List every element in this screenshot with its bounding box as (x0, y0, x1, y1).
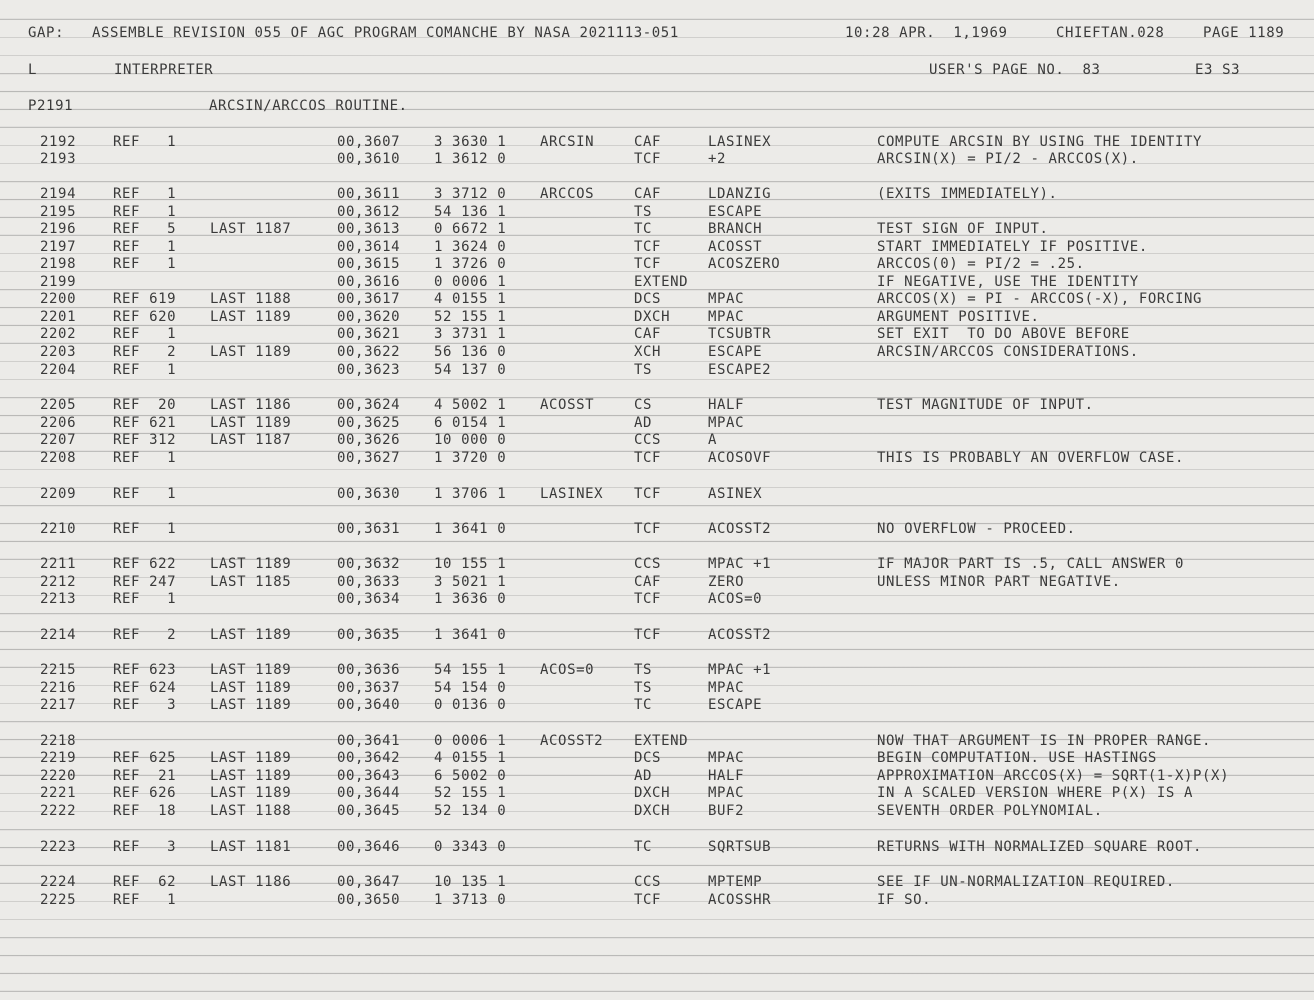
ref-count: REF 20 (113, 397, 177, 413)
comment: THIS IS PROBABLY AN OVERFLOW CASE. (877, 450, 1184, 466)
address: 00,3636 (337, 662, 401, 678)
ref-count: REF 1 (113, 591, 177, 607)
address: 00,3621 (337, 326, 401, 342)
address: 00,3615 (337, 256, 401, 272)
ref-count: REF 62 (113, 874, 177, 890)
last-ref: LAST 1189 (210, 344, 292, 360)
user-page-number: USER'S PAGE NO. 83 (929, 62, 1101, 78)
address: 00,3630 (337, 486, 401, 502)
opcode: AD (634, 768, 653, 784)
opcode: TCF (634, 151, 662, 167)
listing-row (0, 892, 1314, 910)
last-ref: LAST 1189 (210, 556, 292, 572)
last-ref: LAST 1189 (210, 697, 292, 713)
opcode: EXTEND (634, 274, 689, 290)
comment: IF MAJOR PART IS .5, CALL ANSWER 0 (877, 556, 1184, 572)
listing-row (0, 256, 1314, 274)
octal-code: 52 155 1 (434, 309, 507, 325)
address: 00,3642 (337, 750, 401, 766)
listing-row (0, 591, 1314, 609)
gap-label: GAP: (28, 25, 65, 41)
ref-count: REF 1 (113, 362, 177, 378)
last-ref: LAST 1189 (210, 662, 292, 678)
listing-row (0, 803, 1314, 821)
operand: ACOSZERO (708, 256, 781, 272)
ref-count: REF 625 (113, 750, 177, 766)
page-line-number: P2191 (28, 98, 74, 114)
comment: TEST SIGN OF INPUT. (877, 221, 1049, 237)
address: 00,3632 (337, 556, 401, 572)
last-ref: LAST 1181 (210, 839, 292, 855)
line-number: 2219 (40, 750, 77, 766)
address: 00,3650 (337, 892, 401, 908)
line-number: 2198 (40, 256, 77, 272)
operand: ZERO (708, 574, 745, 590)
opcode: CCS (634, 432, 662, 448)
line-number: 2222 (40, 803, 77, 819)
line-number: 2224 (40, 874, 77, 890)
ref-count: REF 1 (113, 486, 177, 502)
address: 00,3646 (337, 839, 401, 855)
ref-count: REF 312 (113, 432, 177, 448)
operand: ACOSST2 (708, 627, 772, 643)
address: 00,3616 (337, 274, 401, 290)
operand: MPAC (708, 309, 745, 325)
operand: SQRTSUB (708, 839, 772, 855)
address: 00,3644 (337, 785, 401, 801)
address: 00,3614 (337, 239, 401, 255)
operand: MPTEMP (708, 874, 763, 890)
label: ACOSST (540, 397, 595, 413)
comment: ARCSIN/ARCCOS CONSIDERATIONS. (877, 344, 1139, 360)
label: ARCSIN (540, 134, 595, 150)
line-number: 2205 (40, 397, 77, 413)
address: 00,3640 (337, 697, 401, 713)
opcode: TCF (634, 239, 662, 255)
listing-row (0, 450, 1314, 468)
opcode: DCS (634, 291, 662, 307)
listing-row (0, 750, 1314, 768)
ref-count: REF 1 (113, 186, 177, 202)
address: 00,3641 (337, 733, 401, 749)
comment: NO OVERFLOW - PROCEED. (877, 521, 1076, 537)
listing-row (0, 239, 1314, 257)
listing-row (0, 874, 1314, 892)
octal-code: 56 136 0 (434, 344, 507, 360)
operand: MPAC (708, 785, 745, 801)
operand: LDANZIG (708, 186, 772, 202)
listing-row (0, 785, 1314, 803)
octal-code: 3 3712 0 (434, 186, 507, 202)
octal-code: 0 3343 0 (434, 839, 507, 855)
line-number: 2199 (40, 274, 77, 290)
address: 00,3611 (337, 186, 401, 202)
comment: RETURNS WITH NORMALIZED SQUARE ROOT. (877, 839, 1203, 855)
address: 00,3637 (337, 680, 401, 696)
line-number: 2215 (40, 662, 77, 678)
line-number: 2220 (40, 768, 77, 784)
octal-code: 54 155 1 (434, 662, 507, 678)
opcode: TS (634, 362, 653, 378)
octal-code: 54 136 1 (434, 204, 507, 220)
opcode: CCS (634, 874, 662, 890)
line-number: 2202 (40, 326, 77, 342)
opcode: XCH (634, 344, 662, 360)
line-number: 2211 (40, 556, 77, 572)
octal-code: 1 3726 0 (434, 256, 507, 272)
address: 00,3634 (337, 591, 401, 607)
address: 00,3612 (337, 204, 401, 220)
opcode: TCF (634, 256, 662, 272)
operand: ACOSSHR (708, 892, 772, 908)
octal-code: 0 0006 1 (434, 274, 507, 290)
line-number: 2204 (40, 362, 77, 378)
octal-code: 52 134 0 (434, 803, 507, 819)
octal-code: 1 3636 0 (434, 591, 507, 607)
octal-code: 3 5021 1 (434, 574, 507, 590)
listing-row (0, 326, 1314, 344)
operand: MPAC +1 (708, 556, 772, 572)
octal-code: 1 3641 0 (434, 627, 507, 643)
comment: NOW THAT ARGUMENT IS IN PROPER RANGE. (877, 733, 1212, 749)
opcode: AD (634, 415, 653, 431)
operand: MPAC (708, 291, 745, 307)
address: 00,3647 (337, 874, 401, 890)
operand: MPAC (708, 750, 745, 766)
listing-row (0, 574, 1314, 592)
ref-count: REF 18 (113, 803, 177, 819)
line-number: 2200 (40, 291, 77, 307)
comment: SEVENTH ORDER POLYNOMIAL. (877, 803, 1103, 819)
operand: MPAC (708, 680, 745, 696)
operand: MPAC +1 (708, 662, 772, 678)
comment: SEE IF UN-NORMALIZATION REQUIRED. (877, 874, 1175, 890)
address: 00,3626 (337, 432, 401, 448)
operand: A (708, 432, 718, 448)
listing-row (0, 362, 1314, 380)
last-ref: LAST 1189 (210, 309, 292, 325)
last-ref: LAST 1189 (210, 680, 292, 696)
octal-code: 4 0155 1 (434, 750, 507, 766)
line-number: 2193 (40, 151, 77, 167)
label: ARCCOS (540, 186, 595, 202)
operand: ESCAPE (708, 344, 763, 360)
listing-row (0, 186, 1314, 204)
ref-count: REF 623 (113, 662, 177, 678)
line-number: 2225 (40, 892, 77, 908)
comment: (EXITS IMMEDIATELY). (877, 186, 1058, 202)
octal-code: 1 3624 0 (434, 239, 507, 255)
operand: ACOSOVF (708, 450, 772, 466)
ref-count: REF 2 (113, 627, 177, 643)
line-number: 2194 (40, 186, 77, 202)
listing-row (0, 733, 1314, 751)
line-number: 2209 (40, 486, 77, 502)
line-number: 2217 (40, 697, 77, 713)
octal-code: 1 3713 0 (434, 892, 507, 908)
label: LASINEX (540, 486, 604, 502)
listing-row (0, 344, 1314, 362)
operand: TCSUBTR (708, 326, 772, 342)
ref-count: REF 619 (113, 291, 177, 307)
comment: SET EXIT TO DO ABOVE BEFORE (877, 326, 1130, 342)
comment: TEST MAGNITUDE OF INPUT. (877, 397, 1094, 413)
line-number: 2208 (40, 450, 77, 466)
label: ACOS=0 (540, 662, 595, 678)
address: 00,3633 (337, 574, 401, 590)
octal-code: 6 0154 1 (434, 415, 507, 431)
listing-row (0, 432, 1314, 450)
opcode: DXCH (634, 803, 671, 819)
octal-code: 1 3612 0 (434, 151, 507, 167)
operand: ACOSST (708, 239, 763, 255)
address: 00,3645 (337, 803, 401, 819)
operand: LASINEX (708, 134, 772, 150)
address: 00,3643 (337, 768, 401, 784)
last-ref: LAST 1189 (210, 785, 292, 801)
address: 00,3627 (337, 450, 401, 466)
label: ACOSST2 (540, 733, 604, 749)
octal-code: 1 3720 0 (434, 450, 507, 466)
opcode: CCS (634, 556, 662, 572)
opcode: TCF (634, 892, 662, 908)
opcode: TS (634, 204, 653, 220)
comment: START IMMEDIATELY IF POSITIVE. (877, 239, 1148, 255)
operand: ACOS=0 (708, 591, 763, 607)
line-number: 2206 (40, 415, 77, 431)
routine-title: ARCSIN/ARCCOS ROUTINE. (209, 98, 408, 114)
line-number: 2207 (40, 432, 77, 448)
listing-row (0, 521, 1314, 539)
comment: ARCCOS(0) = PI/2 = .25. (877, 256, 1085, 272)
last-ref: LAST 1187 (210, 221, 292, 237)
listing-row (0, 839, 1314, 857)
assembly-time: 10:28 APR. 1,1969 (845, 25, 1008, 41)
line-number: 2213 (40, 591, 77, 607)
opcode: TS (634, 662, 653, 678)
address: 00,3625 (337, 415, 401, 431)
page-number: PAGE 1189 (1203, 25, 1285, 41)
operand: ACOSST2 (708, 521, 772, 537)
listing-row (0, 204, 1314, 222)
bank-codes: E3 S3 (1195, 62, 1241, 78)
ref-count: REF 3 (113, 839, 177, 855)
opcode: TC (634, 221, 653, 237)
last-ref: LAST 1185 (210, 574, 292, 590)
opcode: TCF (634, 486, 662, 502)
opcode: TCF (634, 591, 662, 607)
last-ref: LAST 1189 (210, 415, 292, 431)
address: 00,3610 (337, 151, 401, 167)
address: 00,3607 (337, 134, 401, 150)
octal-code: 0 0136 0 (434, 697, 507, 713)
ref-count: REF 1 (113, 134, 177, 150)
address: 00,3635 (337, 627, 401, 643)
octal-code: 54 154 0 (434, 680, 507, 696)
comment: UNLESS MINOR PART NEGATIVE. (877, 574, 1121, 590)
operand: MPAC (708, 415, 745, 431)
octal-code: 10 155 1 (434, 556, 507, 572)
ref-count: REF 1 (113, 521, 177, 537)
ref-count: REF 3 (113, 697, 177, 713)
octal-code: 1 3641 0 (434, 521, 507, 537)
assembly-id: CHIEFTAN.028 (1056, 25, 1165, 41)
ref-count: REF 247 (113, 574, 177, 590)
address: 00,3622 (337, 344, 401, 360)
octal-code: 4 0155 1 (434, 291, 507, 307)
section-name: INTERPRETER (114, 62, 214, 78)
listing-row (0, 627, 1314, 645)
line-number: 2192 (40, 134, 77, 150)
octal-code: 4 5002 1 (434, 397, 507, 413)
opcode: CAF (634, 326, 662, 342)
last-ref: LAST 1189 (210, 627, 292, 643)
octal-code: 3 3630 1 (434, 134, 507, 150)
listing-row (0, 274, 1314, 292)
listing-row (0, 486, 1314, 504)
ref-count: REF 1 (113, 256, 177, 272)
address: 00,3624 (337, 397, 401, 413)
octal-code: 1 3706 1 (434, 486, 507, 502)
ref-count: REF 1 (113, 239, 177, 255)
line-number: 2223 (40, 839, 77, 855)
line-number: 2216 (40, 680, 77, 696)
ref-count: REF 1 (113, 892, 177, 908)
listing-row (0, 291, 1314, 309)
octal-code: 52 155 1 (434, 785, 507, 801)
opcode: DXCH (634, 309, 671, 325)
operand: +2 (708, 151, 727, 167)
listing-row (0, 221, 1314, 239)
log-section-letter: L (28, 62, 38, 78)
opcode: DCS (634, 750, 662, 766)
ref-count: REF 620 (113, 309, 177, 325)
operand: ASINEX (708, 486, 763, 502)
address: 00,3613 (337, 221, 401, 237)
listing-row (0, 397, 1314, 415)
opcode: CAF (634, 574, 662, 590)
opcode: TCF (634, 521, 662, 537)
octal-code: 54 137 0 (434, 362, 507, 378)
line-number: 2214 (40, 627, 77, 643)
listing-row (0, 134, 1314, 152)
ref-count: REF 2 (113, 344, 177, 360)
address: 00,3620 (337, 309, 401, 325)
ref-count: REF 624 (113, 680, 177, 696)
ref-count: REF 5 (113, 221, 177, 237)
listing-row (0, 680, 1314, 698)
opcode: DXCH (634, 785, 671, 801)
operand: HALF (708, 397, 745, 413)
opcode: TCF (634, 627, 662, 643)
octal-code: 10 000 0 (434, 432, 507, 448)
last-ref: LAST 1186 (210, 874, 292, 890)
line-number: 2212 (40, 574, 77, 590)
address: 00,3623 (337, 362, 401, 378)
comment: IF SO. (877, 892, 932, 908)
last-ref: LAST 1187 (210, 432, 292, 448)
octal-code: 6 5002 0 (434, 768, 507, 784)
last-ref: LAST 1188 (210, 291, 292, 307)
line-number: 2203 (40, 344, 77, 360)
last-ref: LAST 1188 (210, 803, 292, 819)
address: 00,3631 (337, 521, 401, 537)
operand: HALF (708, 768, 745, 784)
comment: APPROXIMATION ARCCOS(X) = SQRT(1-X)P(X) (877, 768, 1230, 784)
listing-row (0, 415, 1314, 433)
listing-row (0, 697, 1314, 715)
comment: ARCCOS(X) = PI - ARCCOS(-X), FORCING (877, 291, 1203, 307)
listing-row (0, 309, 1314, 327)
ref-count: REF 622 (113, 556, 177, 572)
octal-code: 3 3731 1 (434, 326, 507, 342)
opcode: TCF (634, 450, 662, 466)
operand: BRANCH (708, 221, 763, 237)
opcode: CS (634, 397, 653, 413)
octal-code: 0 0006 1 (434, 733, 507, 749)
octal-code: 0 6672 1 (434, 221, 507, 237)
opcode: CAF (634, 134, 662, 150)
comment: ARCSIN(X) = PI/2 - ARCCOS(X). (877, 151, 1139, 167)
last-ref: LAST 1189 (210, 750, 292, 766)
ref-count: REF 1 (113, 326, 177, 342)
comment: COMPUTE ARCSIN BY USING THE IDENTITY (877, 134, 1203, 150)
line-number: 2195 (40, 204, 77, 220)
listing-row (0, 768, 1314, 786)
opcode: CAF (634, 186, 662, 202)
line-number: 2201 (40, 309, 77, 325)
comment: ARGUMENT POSITIVE. (877, 309, 1040, 325)
ref-count: REF 626 (113, 785, 177, 801)
ref-count: REF 621 (113, 415, 177, 431)
ref-count: REF 21 (113, 768, 177, 784)
last-ref: LAST 1189 (210, 768, 292, 784)
comment: BEGIN COMPUTATION. USE HASTINGS (877, 750, 1157, 766)
address: 00,3617 (337, 291, 401, 307)
comment: IF NEGATIVE, USE THE IDENTITY (877, 274, 1139, 290)
line-number: 2221 (40, 785, 77, 801)
operand: BUF2 (708, 803, 745, 819)
listing-row (0, 151, 1314, 169)
octal-code: 10 135 1 (434, 874, 507, 890)
operand: ESCAPE2 (708, 362, 772, 378)
line-number: 2197 (40, 239, 77, 255)
opcode: TC (634, 839, 653, 855)
assembly-title: ASSEMBLE REVISION 055 OF AGC PROGRAM COMANCHE BY NASA 2021113-051 (92, 25, 679, 41)
opcode: TS (634, 680, 653, 696)
opcode: EXTEND (634, 733, 689, 749)
line-number: 2210 (40, 521, 77, 537)
opcode: TC (634, 697, 653, 713)
line-number: 2218 (40, 733, 77, 749)
operand: ESCAPE (708, 697, 763, 713)
last-ref: LAST 1186 (210, 397, 292, 413)
listing-row (0, 662, 1314, 680)
ref-count: REF 1 (113, 450, 177, 466)
operand: ESCAPE (708, 204, 763, 220)
listing-row (0, 556, 1314, 574)
comment: IN A SCALED VERSION WHERE P(X) IS A (877, 785, 1194, 801)
line-number: 2196 (40, 221, 77, 237)
ref-count: REF 1 (113, 204, 177, 220)
